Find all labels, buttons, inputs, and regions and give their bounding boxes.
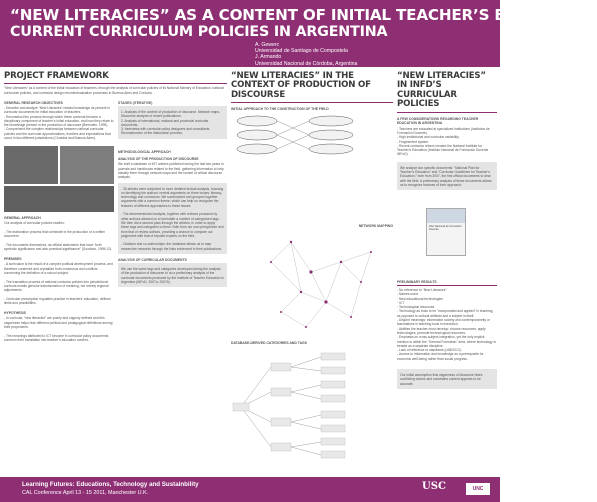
students-photo-1 [4,146,58,184]
author-1: A. Gewerc [255,42,280,48]
cover-label: Plan Nacional de Formación Docente [429,225,462,232]
column-project-framework [4,72,227,342]
col3-rule [397,112,497,113]
discourse-title: ANALYSIS OF THE PRODUCTION OF DISCOURSE [118,157,199,162]
poster-footer [0,477,500,502]
documents-box [397,162,497,190]
stages-title: STAGES (ITERATIVE) [118,101,153,105]
col1-intro: “New Literacies” as a content of the initial education of teachers, through the analysis of curricular policies of its National Ministry of Education, national curriculum policies, and curricular design recontextualization processes in Buenos Aires and Córdoba. [4,86,224,95]
discourse-details: - 35 articles were subjected to more detailed textual analysis, focusing on identifying the authors’ central arguments on three issues: literacy, technology and curriculum. We summarized and grouped together arguments with a common theme, which can help us recognize the features of different approaches to these issues. - The aforementioned analysis, together with reviews produced by other authors allowed us to formulate a number of categorized tags. We then did a second pass through the articles, in order to apply these tags and categories to them. Both from our own perspective and from that of review authors, providing a chance to compare our judgement with that of reputed experts on the field. - Citations and co-authorships: the database allows us to map researcher networks through the links evidenced in their publications. [121,186,224,251]
hypothesis-title: HYPOTHESIS [4,311,26,316]
conclusion-box [397,369,497,389]
col1-heading: PROJECT FRAMEWORK [4,71,109,81]
hypothesis-text: - In curricula, “new literacies” are poorly and vaguely defined and this vagueness helps hide different political and pedagogical definitions among their proponents. - The meanings attributed to ICT become in curricular policy documents common their translation into teacher’s education content. [4,316,113,342]
conference-title: Learning Futures: Educations, Technology and Sustainbility [22,481,199,488]
objectives-title: GENERAL RESEARCH OBJECTIVES [4,101,63,105]
docs-box [118,263,227,287]
column-infd-curricular-policies [397,72,497,190]
plan-nacional-cover-image [426,208,466,256]
discourse-text: We built a database of 497 articles published during the last two years in journals and handbooks related to the field, gathering information to help classify them through network maps and the toolset of critical discourse analysis. [118,162,224,180]
general-approach-title: GENERAL APPROACH [4,216,41,221]
poster-header [0,0,597,67]
premises-title: PREMISES [4,257,22,262]
discourse-box [118,183,227,254]
students-photo-3 [4,186,114,212]
poster-title-line1: “NEW LITERACIES” AS A CONTENT OF INITIAL TEACHER’S EDUCATION. [10,6,597,24]
authors [255,42,357,67]
categories-tags-tree [231,347,393,465]
usc-logo: USC [422,481,446,492]
poster-title-line2: CURRENT CURRICULUM POLICIES IN ARGENTINA [10,24,388,40]
results-title: PRELIMINARY RESULTS [397,280,437,284]
documents-text: We analyze two specific documents: “National Plan for Teacher’s Education” and “Curricular Guidelines for Teacher’s Education,” both from 2007, the first official documents to deal with the field. A preliminary analysis of these documents allows us to recognize features of their approach: [400,165,492,187]
affiliation-1: Universidad de Santiago de Compostela [255,48,348,55]
results-rule [397,285,497,286]
method-title: METHODOLOGICAL APPROACH [118,150,171,155]
network-mapping-title: NETWORK MAPPING [358,224,393,229]
objectives-text: - Describe and analyze “New Literacies” related knowledge as present in curricular documents for initial education of teachers. - Reconstruct the process through which these contents become a disciplinary component of teacher’s initial education, and how they relate to the knowledge present in the production of discourse (Bernstein, 1990). - Comprehend the complex relationships between national curricular policies and the curricular approximations, frontiers and expectations that occur in two different jurisdictions (Córdoba and Buenos Aires). [4,106,114,141]
stages-text: 1. Analysis of the context of production of discourse. Network maps. Discourse analysis of recent publications. 2. Analysis of international, national and provincial curricular documents. 3. Interviews with curricular policy designers and consultants. Reconstruction of the elaboration process. [121,110,220,136]
stages-box [118,106,227,139]
students-photo-2 [60,146,114,184]
col1-rule [4,83,227,84]
conclusion-text: Our initial assumption that vagueness of discourse hides conflicting visions and constrains content appears to be accurate. [400,373,483,386]
tags-title: DATABASE-DERIVED CATEGORIES AND TAGS [231,341,307,346]
considerations-title: A FEW CONSIDERATIONS REGARDING TEACHER EDUCATION IN ARGENTINA [397,116,479,125]
unc-logo: UNC [466,483,490,495]
initial-approach-title: INITIAL APPROACH TO THE CONSTRUCTION OF THE FIELD [231,107,329,112]
results-section [397,276,497,389]
column-production-of-discourse [231,72,393,470]
results-text: - No reference to “New Literacies” - Names used: · New educational technologies · ICT · Technological resources - Technology as tools to be “incorporated and applied” in teaching, as opposed to cultural artifacts and a subject in itself. - Disjoint meanings: information society and contemporaneity or fascinations in teaching tools in execution. - Abilities the teacher must develop: choose resources, apply technologies, promote technological resources. - Emphasis on cross-subject integration, yet the only explicit mention is within the “General Formation” area, where technology is treated as a separate discipline. - Lack of reference to standards (UNESCO). - Access to information and knowledge as a prerequisite for economic well-being rather than social progress. [397,288,496,361]
network-map [231,232,393,332]
affiliation-2: Universidad Nacional de Córdoba, Argentina [255,60,358,67]
author-2: J. Armando [255,54,282,61]
general-approach-text: Our analysis of curricular policies studies: - The elaboration process that culminate in the production of a written document. - The documents themselves, as official statements that have “both symbolic significance and also practical significance” (Goodson, 1995:12). [4,221,112,252]
docs-title: ANALYSIS OF CURRICULAR DOCUMENTS [118,258,187,263]
col2-rule [231,102,393,103]
col2-heading: “NEW LITERACIES” IN THE CONTEXT OF PRODUCTION OF DISCOURSE [231,71,371,100]
field-construction-diagram [231,113,393,157]
conference-details: CAL Conference April 13 - 15 2011, Manchester U.K. [22,490,149,496]
docs-text: We use the same tags and categories developed during the analysis of the production of discourse to do a preliminary analysis of the curricular documents produced by the Institute of Teacher Education in Argentina (INFoD, 2007a, 2007b). [121,267,224,284]
col3-heading: “NEW LITERACIES” IN INFD’S CURRICULAR POLICIES [397,71,486,110]
premises-text: - A curriculum is the result of a complex political development process, and therefore condense and crystallize both consensus and conflicts concerning the definition of a school subject. - The translation process of national curricular policies into jurisdictional curricula entails genuine transformation of meaning, not merely regional adjustments. - Curricular prescription regulates practice in teachers’ education, defines limits and possibilities. [4,262,113,306]
considerations-text: - Teachers are educated at specialized institutions (Institutos de Formación Docente). - High institutional and curricular variability. - Fragmented system. - Recent curricular reform created the National Institute for Teacher’s Education (Instituto Nacional de Formación Docente INFoD). [397,126,490,157]
